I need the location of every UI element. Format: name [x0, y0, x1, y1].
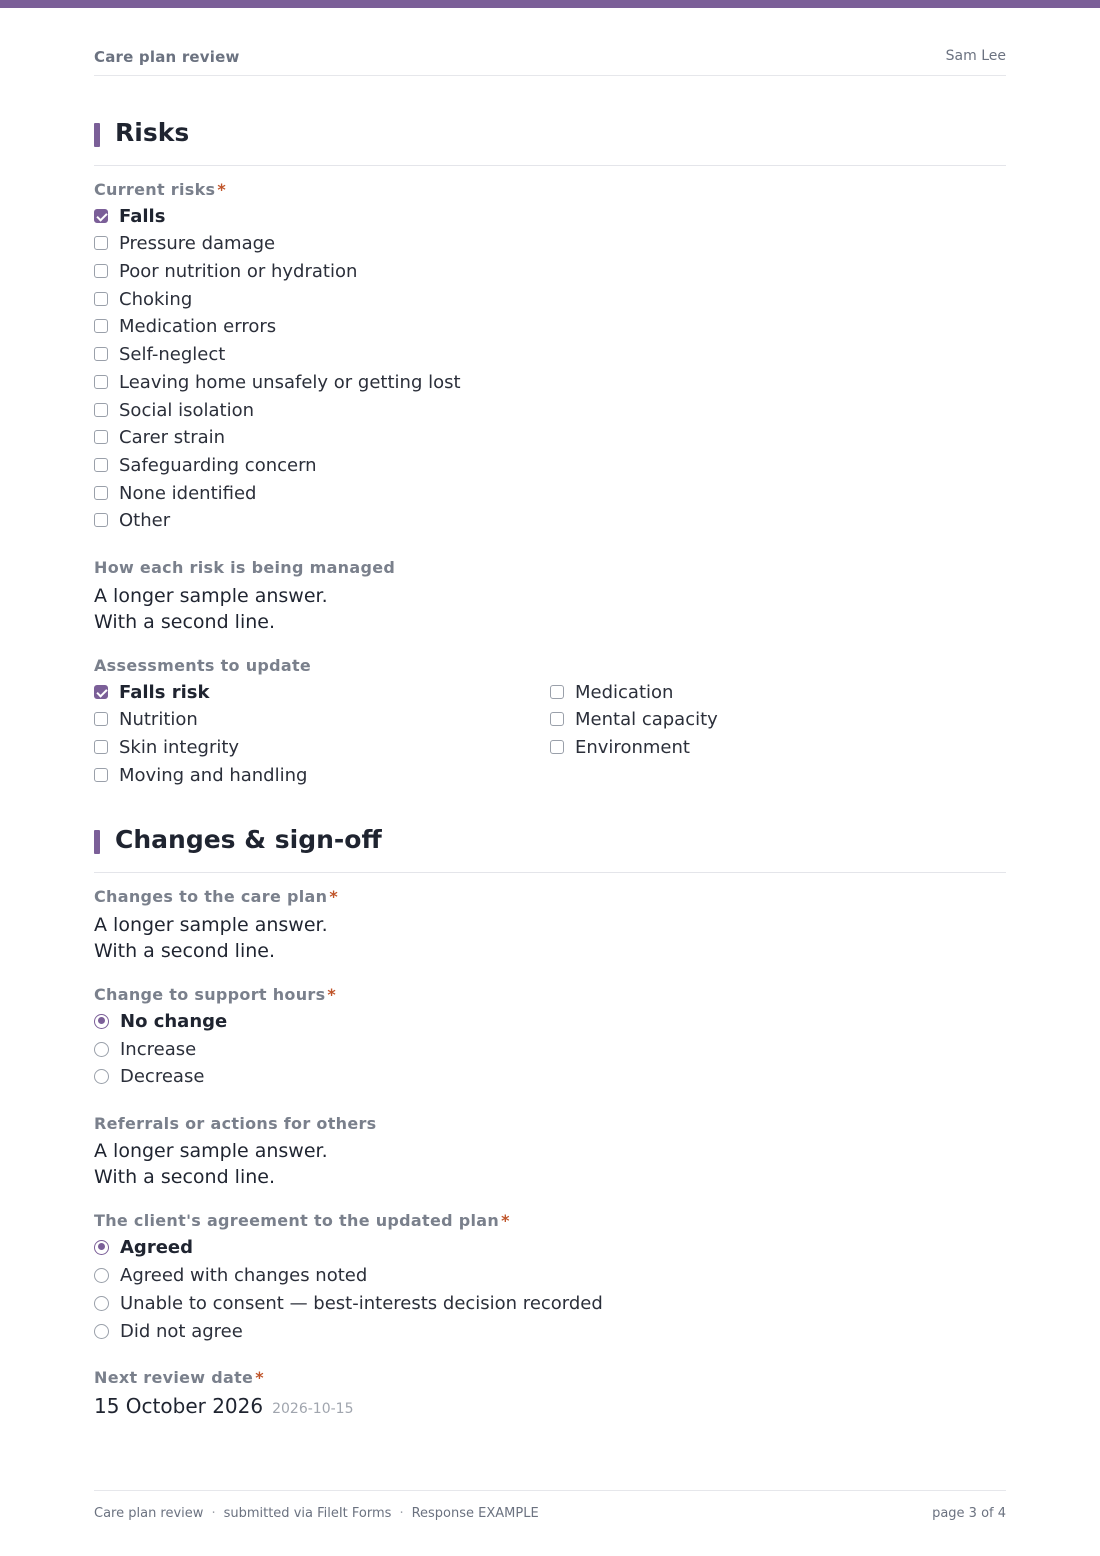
checkbox-option[interactable] — [94, 204, 165, 228]
checkbox-icon[interactable] — [94, 319, 108, 333]
radio-selected-icon[interactable] — [94, 1014, 109, 1029]
option-label: Moving and handling — [119, 764, 308, 786]
radio-icon[interactable] — [94, 1324, 109, 1339]
field-label-referrals: Referrals or actions for others — [94, 1114, 377, 1133]
page-footer — [94, 1490, 1006, 1521]
section-title: Risks — [115, 118, 190, 147]
footer-page-number: page 3 of 4 — [932, 1506, 1006, 1521]
option-label: Carer strain — [119, 426, 226, 448]
text-answer-care-plan-changes — [94, 912, 328, 964]
answer-line: A longer sample answer. — [94, 1140, 328, 1162]
footer-left — [94, 1506, 539, 1521]
header-form-title: Care plan review — [94, 48, 240, 66]
checkbox-option[interactable] — [550, 707, 718, 731]
checkbox-option[interactable] — [94, 259, 357, 283]
option-label: Agreed with changes noted — [120, 1264, 368, 1286]
running-header — [94, 48, 1006, 76]
radio-option[interactable] — [94, 1037, 196, 1061]
option-label: No change — [120, 1010, 228, 1032]
option-label: Choking — [119, 288, 193, 310]
checkbox-icon[interactable] — [94, 375, 108, 389]
field-label-support-hours: Change to support hours * — [94, 985, 337, 1004]
checkbox-icon[interactable] — [94, 486, 108, 500]
checkbox-option[interactable] — [94, 314, 276, 338]
option-label: Social isolation — [119, 399, 254, 421]
checkbox-option[interactable] — [550, 735, 690, 759]
section-accent-bar — [94, 830, 100, 854]
section-heading-changes — [94, 825, 1006, 873]
field-label-next-review: Next review date * — [94, 1368, 264, 1387]
radio-selected-icon[interactable] — [94, 1240, 109, 1255]
checkbox-option[interactable] — [94, 453, 317, 477]
checkbox-option[interactable] — [94, 342, 225, 366]
checkbox-option[interactable] — [94, 707, 198, 731]
field-label-care-plan-changes: Changes to the care plan * — [94, 887, 338, 906]
required-asterisk: * — [255, 1368, 264, 1387]
text-answer-referrals — [94, 1138, 328, 1190]
field-label-current-risks: Current risks * — [94, 180, 227, 199]
option-label: Medication errors — [119, 315, 277, 337]
checkbox-icon[interactable] — [550, 712, 564, 726]
checkbox-option[interactable] — [94, 508, 170, 532]
checkbox-option[interactable] — [94, 680, 209, 704]
footer-separator: · — [211, 1506, 216, 1521]
checkbox-option[interactable] — [94, 398, 254, 422]
checkbox-icon[interactable] — [94, 403, 108, 417]
option-label: Medication — [575, 681, 674, 703]
option-label: Falls risk — [119, 681, 210, 703]
footer-response: Response EXAMPLE — [411, 1506, 539, 1521]
option-label: Increase — [120, 1038, 197, 1060]
option-label: Nutrition — [119, 708, 198, 730]
option-label: Leaving home unsafely or getting lost — [119, 371, 461, 393]
field-label-risk-management: How each risk is being managed — [94, 558, 396, 577]
checkbox-icon[interactable] — [94, 430, 108, 444]
header-respondent: Sam Lee — [945, 48, 1006, 64]
section-title: Changes & sign-off — [115, 825, 382, 854]
radio-icon[interactable] — [94, 1296, 109, 1311]
checkbox-icon[interactable] — [94, 236, 108, 250]
required-asterisk: * — [217, 180, 227, 199]
required-asterisk: * — [327, 985, 337, 1004]
checkbox-icon[interactable] — [94, 712, 108, 726]
option-label: Other — [119, 509, 171, 531]
checkbox-option[interactable] — [94, 763, 307, 787]
radio-option[interactable] — [94, 1009, 227, 1033]
required-asterisk: * — [329, 887, 338, 906]
option-label: Did not agree — [120, 1320, 243, 1342]
answer-line: With a second line. — [94, 1166, 275, 1188]
footer-submitted-via: submitted via FileIt Forms — [223, 1506, 392, 1521]
date-display-value: 15 October 2026 — [94, 1394, 264, 1418]
checkbox-option[interactable] — [94, 287, 192, 311]
checkbox-option[interactable] — [94, 425, 225, 449]
checkbox-icon[interactable] — [94, 347, 108, 361]
section-heading-risks — [94, 118, 1006, 166]
date-answer-next-review — [94, 1393, 353, 1422]
checkbox-icon[interactable] — [94, 264, 108, 278]
option-label: Safeguarding concern — [119, 454, 317, 476]
checkbox-icon[interactable] — [94, 458, 108, 472]
checkbox-option[interactable] — [94, 481, 257, 505]
answer-line: With a second line. — [94, 940, 275, 962]
field-label-assessments: Assessments to update — [94, 656, 312, 675]
option-label: Poor nutrition or hydration — [119, 260, 358, 282]
checkbox-icon[interactable] — [94, 740, 108, 754]
option-label: Skin integrity — [119, 736, 240, 758]
checkbox-option[interactable] — [94, 735, 239, 759]
radio-icon[interactable] — [94, 1268, 109, 1283]
date-iso-value: 2026-10-15 — [272, 1401, 354, 1417]
checkbox-icon[interactable] — [550, 740, 564, 754]
radio-option[interactable] — [94, 1319, 243, 1343]
option-label: None identified — [119, 482, 257, 504]
option-label: Environment — [575, 736, 690, 758]
radio-icon[interactable] — [94, 1042, 109, 1057]
option-label: Decrease — [120, 1065, 205, 1087]
answer-line: A longer sample answer. — [94, 585, 328, 607]
checkbox-option[interactable] — [94, 231, 275, 255]
top-accent-bar — [0, 0, 1100, 8]
checkbox-checked-icon[interactable] — [94, 209, 108, 223]
radio-icon[interactable] — [94, 1069, 109, 1084]
checkbox-icon[interactable] — [550, 685, 564, 699]
checkbox-icon[interactable] — [94, 292, 108, 306]
radio-option[interactable] — [94, 1263, 367, 1287]
radio-option[interactable] — [94, 1235, 193, 1259]
radio-option[interactable] — [94, 1291, 603, 1315]
answer-line: A longer sample answer. — [94, 914, 328, 936]
option-label: Mental capacity — [575, 708, 718, 730]
answer-line: With a second line. — [94, 611, 275, 633]
section-accent-bar — [94, 123, 100, 147]
option-label: Unable to consent — best-interests decision recorded — [120, 1292, 603, 1314]
option-label: Falls — [119, 205, 166, 227]
checkbox-icon[interactable] — [94, 513, 108, 527]
option-label: Pressure damage — [119, 232, 276, 254]
field-label-agreement: The client's agreement to the updated plan * — [94, 1211, 510, 1230]
footer-form-title: Care plan review — [94, 1506, 204, 1521]
radio-option[interactable] — [94, 1064, 204, 1088]
checkbox-option[interactable] — [550, 680, 673, 704]
checkbox-checked-icon[interactable] — [94, 685, 108, 699]
option-label: Agreed — [120, 1236, 193, 1258]
checkbox-icon[interactable] — [94, 768, 108, 782]
required-asterisk: * — [501, 1211, 510, 1230]
option-label: Self-neglect — [119, 343, 226, 365]
text-answer-risk-management — [94, 583, 328, 635]
footer-separator: · — [399, 1506, 404, 1521]
checkbox-option[interactable] — [94, 370, 461, 394]
